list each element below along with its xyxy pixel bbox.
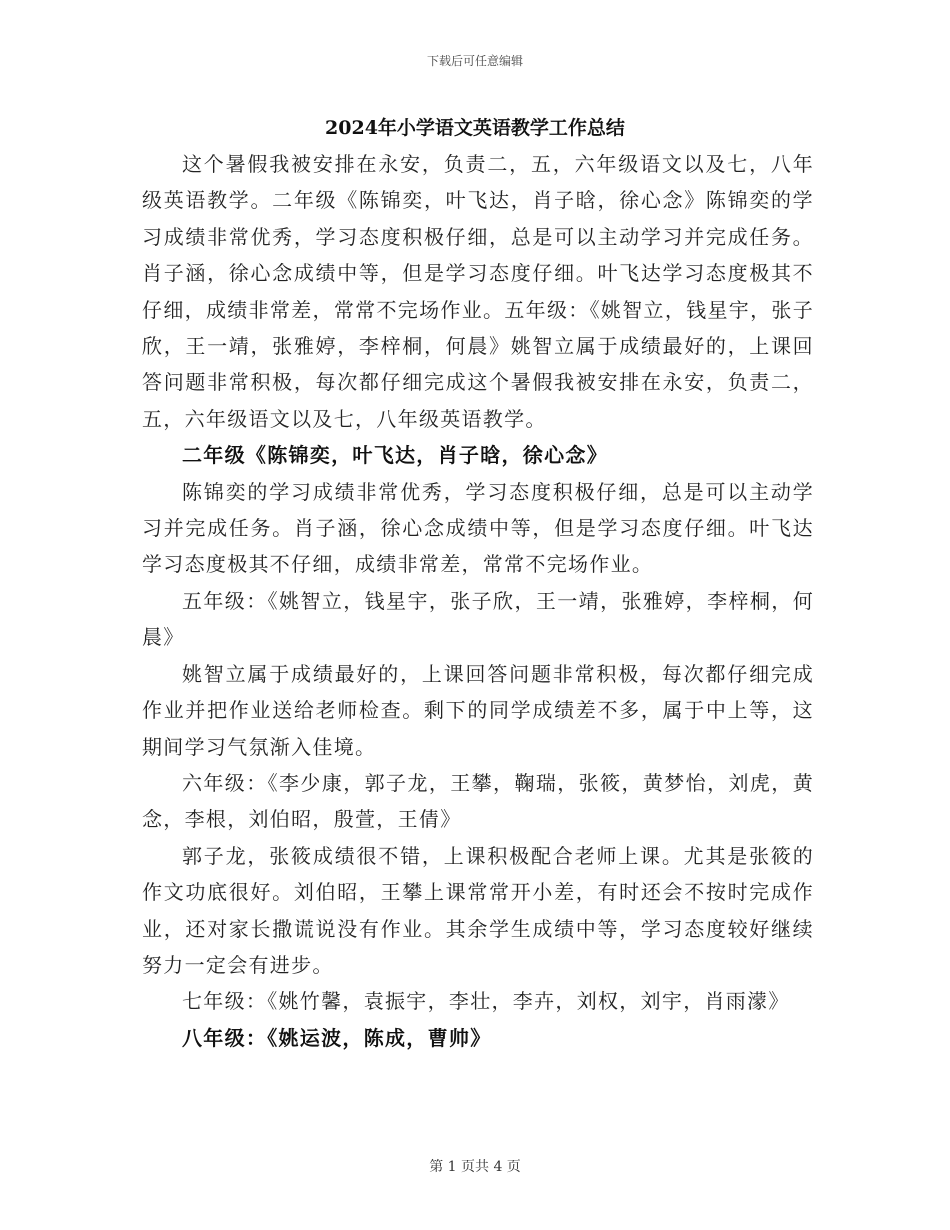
- paragraph-grade-eight-heading: 八年级：《姚运波，陈成，曹帅》: [182, 1025, 492, 1050]
- paragraph-grade-six-summary: 郭子龙，张筱成绩很不错，上课积极配合老师上课。尤其是张筱的作文功底很好。刘伯昭，王攀上课常常开小差，有时还会不按时完成作业，还对家长撒谎说没有作业。其余学生成绩中等，学习态度较好继续努力一定会有进步。: [142, 843, 814, 977]
- page-footer-number: 第 1 页共 4 页: [429, 1159, 521, 1175]
- paragraph-grade-five-summary: 姚智立属于成绩最好的，上课回答问题非常积极，每次都仔细完成作业并把作业送给老师检查。剩下的同学成绩差不多，属于中上等，这期间学习气氛渐入佳境。: [142, 661, 814, 759]
- paragraph-grade-two-summary: 陈锦奕的学习成绩非常优秀，学习态度积极仔细，总是可以主动学习并完成任务。肖子涵，徐心念成绩中等，但是学习态度仔细。叶飞达学习态度极其不仔细，成绩非常差，常常不完场作业。: [142, 479, 814, 577]
- document-body: [142, 146, 814, 1056]
- paragraph-grade-two-heading: 二年级《陈锦奕，叶飞达，肖子晗，徐心念》: [182, 443, 608, 468]
- paragraph-intro: 这个暑假我被安排在永安，负责二，五，六年级语文以及七，八年级英语教学。二年级《陈锦奕，叶飞达，肖子晗，徐心念》陈锦奕的学习成绩非常优秀，学习态度积极仔细，总是可以主动学习并完成任务。肖子涵，徐心念成绩中等，但是学习态度仔细。叶飞达学习态度极其不仔细，成绩非常差，常常不完场作业。五年级：《姚智立，钱星宇，张子欣，王一靖，张雅婷，李梓桐，何晨》姚智立属于成绩最好的，上课回答问题非常积极，每次都仔细完成这个暑假我被安排在永安，负责二，五，六年级语文以及七，八年级英语教学。: [142, 152, 814, 431]
- paragraph-grade-five-heading: 五年级：《姚智立，钱星宇，张子欣，王一靖，张雅婷，李梓桐，何晨》: [142, 588, 814, 650]
- paragraph-grade-six-heading: 六年级：《李少康，郭子龙，王攀，鞠瑞，张筱，黄梦怡，刘虎，黄念，李根，刘伯昭，殷萱，王倩》: [142, 770, 814, 832]
- page-header-note: 下载后可任意编辑: [426, 54, 523, 68]
- document-title: 2024年小学语文英语教学工作总结: [325, 117, 625, 139]
- paragraph-grade-seven-heading: 七年级：《姚竹馨，袁振宇，李壮，李卉，刘权，刘宇，肖雨濛》: [182, 989, 790, 1014]
